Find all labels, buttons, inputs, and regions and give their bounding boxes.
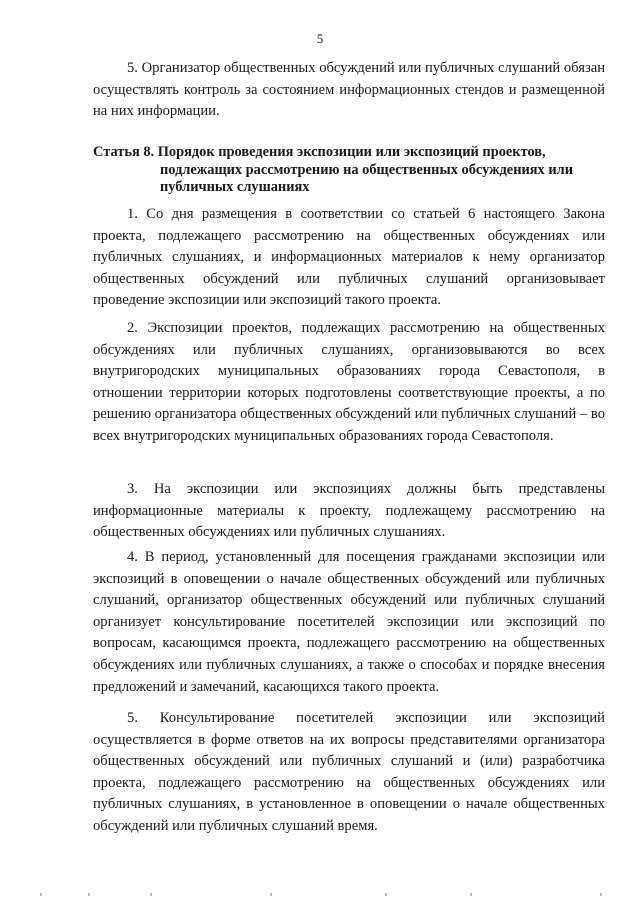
article7-paragraph-5: 5. Организатор общественных обсуждений или публичных слушаний обязан осуществлять контроль за состоянием информационных стендов и размещенной на них информации.	[93, 60, 605, 120]
article8-heading	[93, 144, 613, 197]
article8-heading-line3: публичных слушаниях	[160, 179, 310, 195]
article8-paragraph-3: 3. На экспозиции или экспозициях должны быть представлены информационные материалы к проекту, подлежащему рассмотрению на общественных обсуждениях или публичных слушаниях.	[93, 481, 605, 541]
article8-paragraph-5: 5. Консультирование посетителей экспозиции или экспозиций осуществляется в форме ответов на их вопросы представителями организатора общественных обсуждений или публичных слушаний и (или) разработчика проекта, подлежащего рассмотрению на общественных обсуждениях или публичных слушаниях, в установленное в оповещении о начале общественных обсуждений или публичных слушаний время.	[93, 710, 605, 834]
scan-artifacts	[0, 893, 640, 905]
article8-heading-line1: Статья 8. Порядок проведения экспозиции или экспозиций проектов,	[93, 144, 546, 160]
article8-heading-line2: подлежащих рассмотрению на общественных обсуждениях или	[160, 161, 574, 178]
article8-paragraph-1: 1. Со дня размещения в соответствии со статьей 6 настоящего Закона проекта, подлежащего рассмотрению на общественных обсуждениях или публичных слушаниях, и информационных материалов к нему организатор общественных обсуждений или публичных слушаний организовывает проведение экспозиции или экспозиций такого проекта.	[93, 206, 605, 309]
article8-paragraph-4: 4. В период, установленный для посещения гражданами экспозиции или экспозиций в оповещении о начале общественных обсуждений или публичных слушаний, организатор общественных обсуждений или публичных слушаний организует консультирование посетителей экспозиции или экспозиций по вопросам, касающимся проекта, подлежащего рассмотрению на общественных обсуждениях или публичных слушаниях, а также о способах и порядке внесения предложений и замечаний, касающихся такого проекта.	[93, 549, 605, 695]
page-number: 5	[316, 31, 324, 46]
article8-paragraph-2: 2. Экспозиции проектов, подлежащих рассмотрению на общественных обсуждениях или публичных слушаниях, организовываются во всех внутригородских муниципальных образованиях города Севастополя, в отношении территории которых подготовлены соответствующие проекты, а по решению организатора общественных обсуждений или публичных слушаний – во всех внутригородских муниципальных образованиях города Севастополя.	[93, 320, 605, 444]
